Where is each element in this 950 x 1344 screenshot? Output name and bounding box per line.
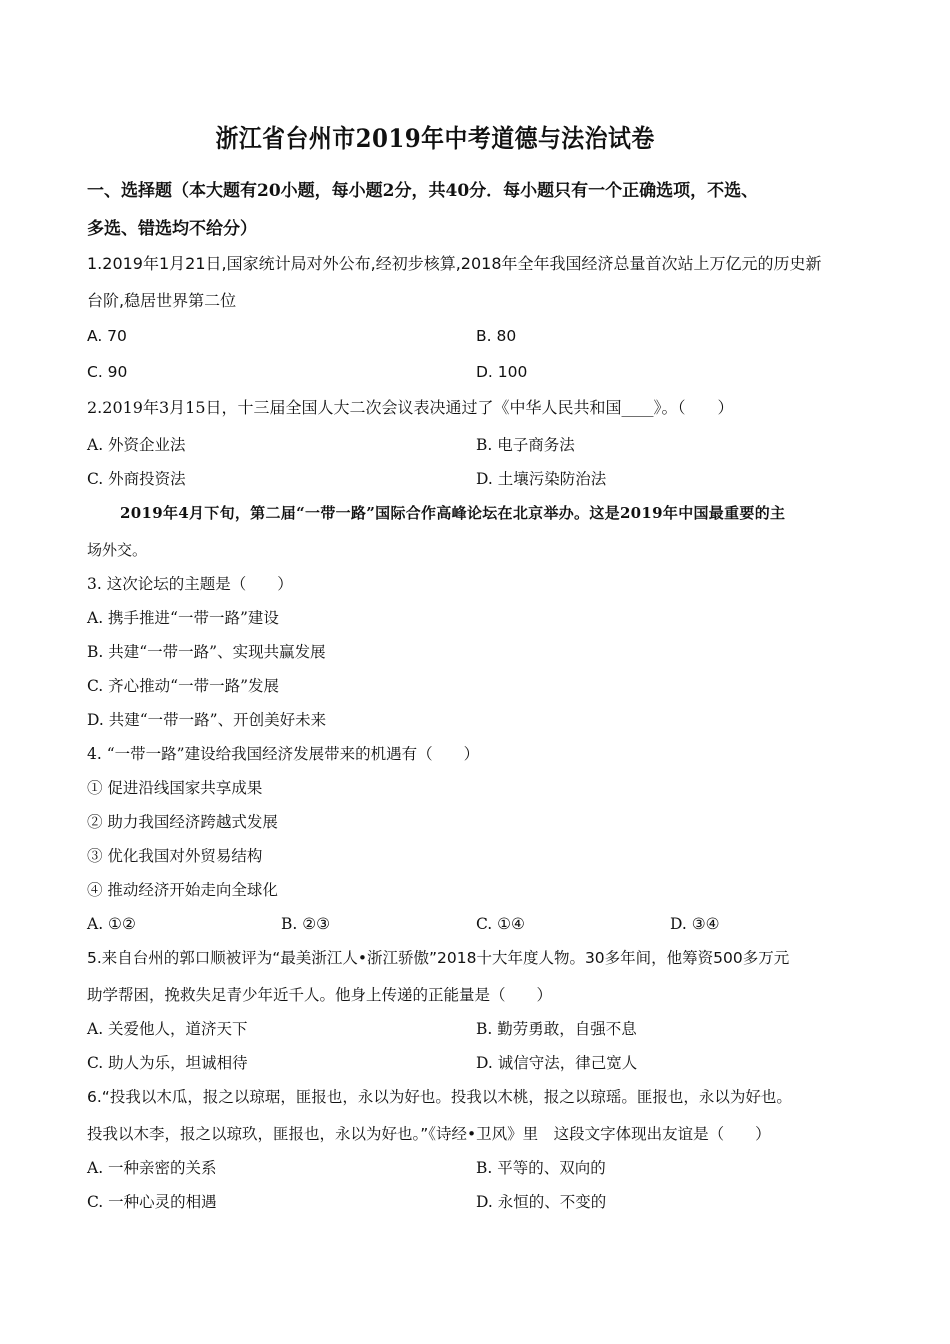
question-6-stem-line-2: 投我以木李，报之以琼玖，匪报也，永以为好也。”《诗经•卫风》里 这段文字体现出友谊是（ ） xyxy=(87,1125,771,1143)
question-4-item-2: ② 助力我国经济跨越式发展 xyxy=(87,813,278,831)
material-text-line-2: 场外交。 xyxy=(87,541,148,559)
question-3-option-c: C. 齐心推动“一带一路”发展 xyxy=(87,677,280,695)
section-heading-line-1: 一、选择题（本大题有20小题，每小题2分，共40分．每小题只有一个正确选项，不选、 xyxy=(87,181,759,201)
question-5-option-b: B. 勤劳勇敢，自强不息 xyxy=(476,1020,637,1038)
question-3-option-a: A. 携手推进“一带一路”建设 xyxy=(87,609,279,627)
question-3-option-d: D. 共建“一带一路”、开创美好未来 xyxy=(87,711,327,729)
material-text-line-1: 2019年4月下旬，第二届“一带一路”国际合作高峰论坛在北京举办。这是2019年中国最重要的主 xyxy=(120,504,786,522)
question-4-option-c: C. ①④ xyxy=(476,915,525,933)
question-1-stem-line-2: 台阶,稳居世界第二位 xyxy=(87,291,237,310)
question-4-item-1: ① 促进沿线国家共享成果 xyxy=(87,779,263,797)
question-6-option-c: C. 一种心灵的相遇 xyxy=(87,1193,217,1211)
question-4-item-4: ④ 推动经济开始走向全球化 xyxy=(87,881,278,899)
question-4-stem: 4. “一带一路”建设给我国经济发展带来的机遇有（ ） xyxy=(87,745,480,763)
question-4-option-a: A. ①② xyxy=(87,915,136,933)
question-2-option-c: C. 外商投资法 xyxy=(87,470,186,488)
question-1-option-b: B. 80 xyxy=(476,327,517,345)
question-5-stem-line-2: 助学帮困，挽救失足青少年近千人。他身上传递的正能量是（ ） xyxy=(87,986,553,1004)
question-2-stem: 2.2019年3月15日，十三届全国人大二次会议表决通过了《中华人民共和国____》。（ ） xyxy=(87,398,734,417)
question-6-option-b: B. 平等的、双向的 xyxy=(476,1159,606,1177)
question-5-stem-line-1: 5.来自台州的郭口顺被评为“最美浙江人•浙江骄傲”2018十大年度人物。30多年间，他筹资500多万元 xyxy=(87,949,790,967)
question-5-option-d: D. 诚信守法，律己宽人 xyxy=(476,1054,638,1072)
question-4-item-3: ③ 优化我国对外贸易结构 xyxy=(87,847,263,865)
question-6-option-a: A. 一种亲密的关系 xyxy=(87,1159,217,1177)
question-5-option-a: A. 关爱他人，道济天下 xyxy=(87,1020,248,1038)
question-1-option-d: D. 100 xyxy=(476,363,528,381)
section-heading-line-2: 多选、错选均不给分） xyxy=(87,219,257,239)
question-2-option-b: B. 电子商务法 xyxy=(476,436,575,454)
question-2-option-d: D. 土壤污染防治法 xyxy=(476,470,607,488)
question-3-stem: 3. 这次论坛的主题是（ ） xyxy=(87,575,293,593)
question-6-stem-line-1: 6.“投我以木瓜，报之以琼琚，匪报也，永以为好也。投我以木桃，报之以琼瑶。匪报也，永以为好也。 xyxy=(87,1088,792,1106)
question-1-option-a: A. 70 xyxy=(87,327,127,345)
question-3-option-b: B. 共建“一带一路”、实现共赢发展 xyxy=(87,643,326,661)
question-2-option-a: A. 外资企业法 xyxy=(87,436,186,454)
question-1-stem-line-1: 1.2019年1月21日,国家统计局对外公布,经初步核算,2018年全年我国经济总量首次站上万亿元的历史新 xyxy=(87,254,822,273)
question-4-option-b: B. ②③ xyxy=(281,915,331,933)
question-4-option-d: D. ③④ xyxy=(670,915,720,933)
question-5-option-c: C. 助人为乐，坦诚相待 xyxy=(87,1054,248,1072)
page-title: 浙江省台州市2019年中考道德与法治试卷 xyxy=(215,124,655,153)
question-1-option-c: C. 90 xyxy=(87,363,128,381)
question-6-option-d: D. 永恒的、不变的 xyxy=(476,1193,607,1211)
